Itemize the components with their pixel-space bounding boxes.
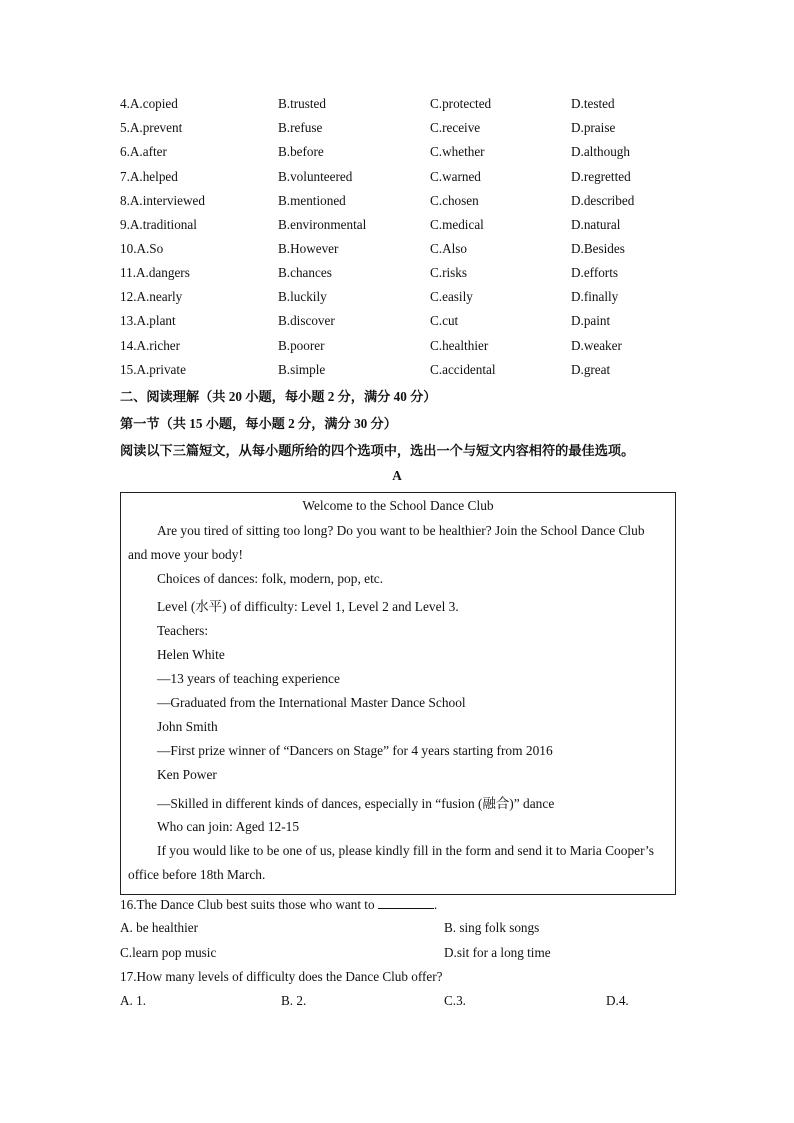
section-subheading: 第一节（共 15 小题，每小题 2 分，满分 30 分） xyxy=(120,416,397,431)
option-a: 14.A.richer xyxy=(120,338,181,353)
option-row xyxy=(120,144,680,164)
section-instruction: 阅读以下三篇短文，从每小题所给的四个选项中，选出一个与短文内容相符的最佳选项。 xyxy=(120,443,635,458)
notice-apply-line-1: If you would like to be one of us, please kindly fill in the form and send it to Maria Cooper’s xyxy=(157,843,654,858)
option-a: 7.A.helped xyxy=(120,169,178,184)
answer-option-d: D.sit for a long time xyxy=(444,945,551,960)
teacher-name: John Smith xyxy=(157,719,218,734)
option-row xyxy=(120,362,680,382)
option-b: B.trusted xyxy=(278,96,326,111)
option-b: B.discover xyxy=(278,313,335,328)
option-d: D.weaker xyxy=(571,338,622,353)
option-b: B.before xyxy=(278,144,324,159)
option-row xyxy=(120,193,680,213)
teacher-detail: —Graduated from the International Master Dance School xyxy=(157,695,466,710)
answer-option-c: C.learn pop music xyxy=(120,945,217,960)
teacher-detail: —13 years of teaching experience xyxy=(157,671,340,686)
option-c: C.accidental xyxy=(430,362,496,377)
option-c: C.whether xyxy=(430,144,485,159)
answer-blank xyxy=(378,896,434,909)
option-b: B.simple xyxy=(278,362,326,377)
section-heading: 二、阅读理解（共 20 小题，每小题 2 分，满分 40 分） xyxy=(120,389,437,404)
notice-levels: Level (水平) of difficulty: Level 1, Level 2 and Level 3. xyxy=(157,599,459,614)
option-c: C.receive xyxy=(430,120,481,135)
question-16-stem xyxy=(120,896,437,913)
option-d: D.although xyxy=(571,144,630,159)
notice-apply-line-2: office before 18th March. xyxy=(128,867,266,882)
option-a: 8.A.interviewed xyxy=(120,193,205,208)
option-c: C.easily xyxy=(430,289,473,304)
option-a: 11.A.dangers xyxy=(120,265,190,280)
notice-eligibility: Who can join: Aged 12-15 xyxy=(157,819,300,834)
option-d: D.regretted xyxy=(571,169,631,184)
answer-option-b: B. 2. xyxy=(281,993,307,1008)
notice-dance-choices: Choices of dances: folk, modern, pop, etc. xyxy=(157,571,384,586)
teacher-name: Ken Power xyxy=(157,767,217,782)
option-b: B.volunteered xyxy=(278,169,353,184)
option-row xyxy=(120,120,680,140)
answer-option-a: A. be healthier xyxy=(120,920,198,935)
option-row xyxy=(120,241,680,261)
option-d: D.paint xyxy=(571,313,611,328)
option-d: D.efforts xyxy=(571,265,618,280)
option-c: C.risks xyxy=(430,265,468,280)
question-text: 16.The Dance Club best suits those who want to xyxy=(120,897,375,912)
option-d: D.tested xyxy=(571,96,615,111)
notice-teachers-label: Teachers: xyxy=(157,623,209,638)
option-b: B.luckily xyxy=(278,289,327,304)
option-b: B.environmental xyxy=(278,217,367,232)
notice-intro-line-2: and move your body! xyxy=(128,547,243,562)
notice-box xyxy=(120,492,676,895)
option-c: C.chosen xyxy=(430,193,479,208)
option-a: 13.A.plant xyxy=(120,313,176,328)
option-c: C.cut xyxy=(430,313,459,328)
option-a: 9.A.traditional xyxy=(120,217,197,232)
answer-option-d: D.4. xyxy=(606,993,629,1008)
answer-option-a: A. 1. xyxy=(120,993,147,1008)
question-17-stem: 17.How many levels of difficulty does the Dance Club offer? xyxy=(120,969,443,984)
option-b: B.However xyxy=(278,241,339,256)
option-b: B.chances xyxy=(278,265,332,280)
option-a: 4.A.copied xyxy=(120,96,178,111)
option-c: C.Also xyxy=(430,241,468,256)
option-b: B.refuse xyxy=(278,120,323,135)
option-row xyxy=(120,313,680,333)
option-d: D.natural xyxy=(571,217,621,232)
passage-letter: A xyxy=(392,468,402,483)
option-row xyxy=(120,338,680,358)
answer-option-c: C.3. xyxy=(444,993,466,1008)
answer-option-b: B. sing folk songs xyxy=(444,920,540,935)
teacher-detail: —First prize winner of “Dancers on Stage” for 4 years starting from 2016 xyxy=(157,743,553,758)
teacher-name: Helen White xyxy=(157,647,225,662)
option-a: 10.A.So xyxy=(120,241,164,256)
option-c: C.healthier xyxy=(430,338,489,353)
option-d: D.described xyxy=(571,193,635,208)
option-row xyxy=(120,169,680,189)
option-c: C.medical xyxy=(430,217,484,232)
option-b: B.poorer xyxy=(278,338,325,353)
notice-intro-line-1: Are you tired of sitting too long? Do you want to be healthier? Join the School Dance Club xyxy=(157,523,645,538)
option-a: 5.A.prevent xyxy=(120,120,183,135)
option-a: 15.A.private xyxy=(120,362,186,377)
option-a: 12.A.nearly xyxy=(120,289,183,304)
notice-title: Welcome to the School Dance Club xyxy=(302,498,494,513)
option-c: C.protected xyxy=(430,96,492,111)
option-d: D.great xyxy=(571,362,611,377)
option-row xyxy=(120,217,680,237)
teacher-detail: —Skilled in different kinds of dances, especially in “fusion (融合)” dance xyxy=(157,796,555,811)
option-b: B.mentioned xyxy=(278,193,346,208)
option-d: D.praise xyxy=(571,120,616,135)
option-d: D.Besides xyxy=(571,241,625,256)
option-a: 6.A.after xyxy=(120,144,167,159)
option-row xyxy=(120,265,680,285)
option-c: C.warned xyxy=(430,169,481,184)
option-row xyxy=(120,289,680,309)
option-row xyxy=(120,96,680,116)
question-end-mark: . xyxy=(433,897,438,912)
option-d: D.finally xyxy=(571,289,619,304)
